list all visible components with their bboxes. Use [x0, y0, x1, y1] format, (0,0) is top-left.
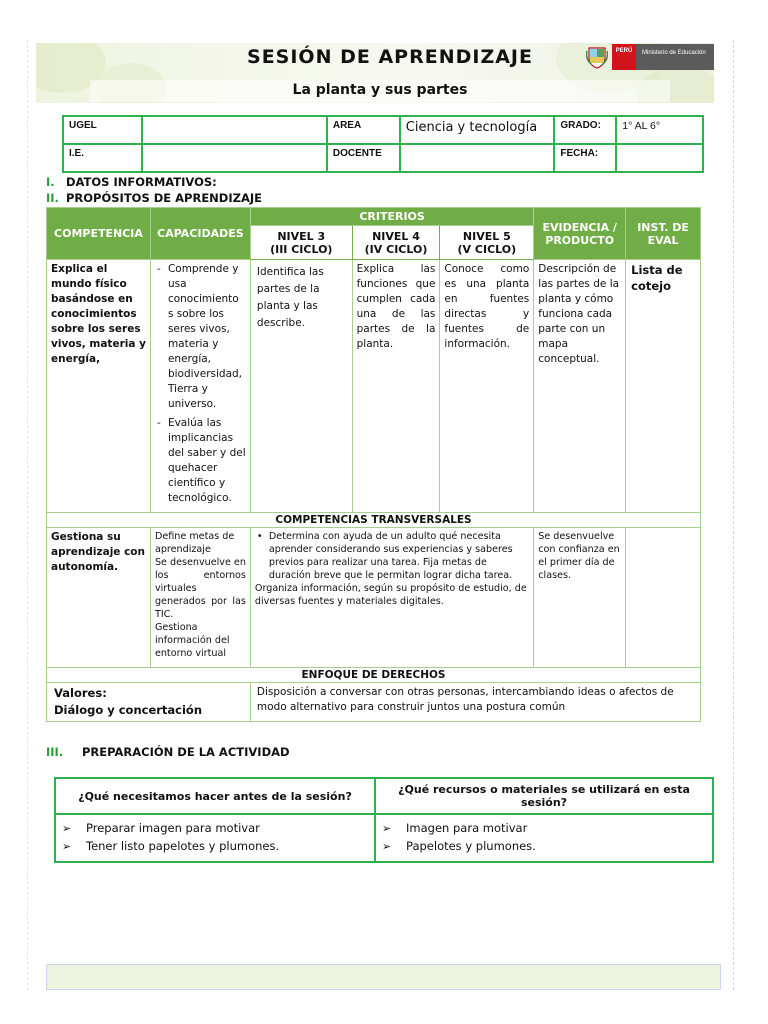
grado-label: GRADO:	[554, 116, 616, 144]
nivel-5-criterio: Conoce como es una planta en fuentes directas y fuentes de información.	[440, 260, 534, 513]
nivel-4-label: NIVEL 4	[372, 229, 420, 243]
transversal-competencia-cell: Gestiona su aprendizaje con autonomía.	[47, 528, 151, 668]
area-field[interactable]: Ciencia y tecnología	[400, 116, 555, 144]
ie-field[interactable]	[142, 144, 327, 172]
prep-before-list	[55, 814, 375, 862]
transversal-criterio-extra: Organiza información, según su propósito de estudio, de diversas fuentes y materiales digitales.	[254, 583, 527, 607]
valores-label: Valores:	[54, 686, 107, 700]
transversal-capacidad-item: Define metas de aprendizaje	[154, 531, 235, 555]
prep-before-item-text: Tener listo papelotes y plumones.	[86, 839, 280, 853]
prep-before-item	[62, 839, 368, 853]
transversal-inst-cell	[626, 528, 701, 668]
arrow-bullet-icon: ➢	[382, 839, 392, 853]
ugel-label: UGEL	[63, 116, 142, 144]
nivel-3-label: NIVEL 3	[277, 229, 326, 243]
valores-value: Diálogo y concertación	[54, 703, 203, 717]
header-evidencia: EVIDENCIA / PRODUCTO	[534, 208, 626, 260]
prep-resources-item-text: Papelotes y plumones.	[406, 839, 536, 853]
capacidad-item: - Evalúa las implicancias del saber y del quehacer científico y tecnológico.	[155, 416, 246, 506]
prep-before-item-text: Preparar imagen para motivar	[86, 821, 260, 835]
nivel-3-ciclo: (III CICLO)	[270, 242, 333, 256]
prep-resources-heading: ¿Qué recursos o materiales se utilizará en esta sesión?	[375, 778, 713, 814]
ie-label: I.E.	[63, 144, 142, 172]
prep-resources-item	[382, 839, 706, 853]
learning-purposes-table	[46, 207, 701, 722]
page-edge-left	[27, 40, 28, 990]
document-title: SESIÓN DE APRENDIZAJE	[247, 46, 533, 68]
section-heading-2	[46, 191, 262, 205]
header-inst-eval: INST. DE EVAL	[626, 208, 701, 260]
nivel-3-criterio: Identifica las partes de la planta y las describe.	[250, 260, 352, 513]
valores-cell	[47, 683, 251, 722]
nivel-5-label: NIVEL 5	[462, 229, 511, 243]
section-heading-3	[46, 745, 290, 759]
header-nivel-5	[440, 226, 534, 260]
prep-before-item	[62, 821, 368, 835]
docente-label: DOCENTE	[327, 144, 400, 172]
prep-resources-list	[375, 814, 713, 862]
prep-resources-item-text: Imagen para motivar	[406, 821, 528, 835]
general-info-table	[62, 115, 704, 173]
grado-field[interactable]: 1° AL 6°	[616, 116, 703, 144]
preparation-table	[54, 777, 714, 863]
fecha-field[interactable]	[616, 144, 703, 172]
transversal-capacidades-cell	[150, 528, 250, 668]
capacidades-list	[155, 262, 246, 506]
enfoque-heading: ENFOQUE DE DERECHOS	[47, 668, 701, 683]
transversal-criterio-item: • Determina con ayuda de un adulto qué necesita aprender considerando sus experiencias y saberes previos para realizar una tarea. Fija metas de duración breve que le permitan lograr dicha tarea.	[255, 530, 527, 582]
section-number-1: I.	[46, 175, 55, 189]
arrow-bullet-icon: ➢	[382, 821, 392, 835]
transversales-heading: COMPETENCIAS TRANSVERSALES	[47, 513, 701, 528]
prep-before-heading: ¿Qué necesitamos hacer antes de la sesión?	[55, 778, 375, 814]
session-subtitle: La planta y sus partes	[90, 80, 670, 102]
ugel-field[interactable]	[142, 116, 327, 144]
header-capacidades: CAPACIDADES	[150, 208, 250, 260]
capacidad-item: - Comprende y usa conocimiento s sobre los seres vivos, materia y energía, biodiversidad, Tierra y universo.	[155, 262, 246, 412]
coat-of-arms-icon	[586, 45, 608, 69]
ministry-logo	[586, 44, 714, 70]
section-title-1: DATOS INFORMATIVOS:	[66, 175, 217, 189]
transversal-criterio-cell	[250, 528, 533, 668]
transversal-capacidad-item: Se desenvuelve en los entornos virtuales generados por las TIC.	[154, 557, 246, 620]
ministry-label: Ministerio de Educación	[636, 44, 714, 70]
evidencia-cell: Descripción de las partes de la planta y cómo funciona cada parte con un mapa conceptual.	[534, 260, 626, 513]
header-nivel-3	[250, 226, 352, 260]
nivel-4-criterio: Explica las funciones que cumplen cada una de las partes de la planta.	[352, 260, 440, 513]
docente-field[interactable]	[400, 144, 555, 172]
header-nivel-4	[352, 226, 440, 260]
section-title-2: PROPÓSITOS DE APRENDIZAJE	[66, 191, 262, 205]
section-number-2: II.	[46, 191, 59, 205]
enfoque-description: Disposición a conversar con otras personas, intercambiando ideas o afectos de modo alternativo para construir juntos una postura común	[250, 683, 700, 722]
nivel-5-ciclo: (V CICLO)	[457, 242, 517, 256]
section-number-3: III.	[46, 745, 64, 759]
capacidades-cell	[150, 260, 250, 513]
section-heading-1	[46, 175, 217, 189]
nivel-4-ciclo: (IV CICLO)	[364, 242, 428, 256]
arrow-bullet-icon: ➢	[62, 839, 72, 853]
prep-resources-item	[382, 821, 706, 835]
fecha-label: FECHA:	[554, 144, 616, 172]
transversal-criterio-list	[255, 530, 527, 582]
transversal-evidencia-cell: Se desenvuelve con confianza en el primer día de clases.	[534, 528, 626, 668]
section-title-3: PREPARACIÓN DE LA ACTIVIDAD	[82, 745, 290, 759]
arrow-bullet-icon: ➢	[62, 821, 72, 835]
header-criterios: CRITERIOS	[250, 208, 533, 226]
transversal-capacidad-item: Gestiona información del entorno virtual	[154, 622, 230, 659]
header-competencia: COMPETENCIA	[47, 208, 151, 260]
area-label: AREA	[327, 116, 400, 144]
competencia-cell: Explica el mundo físico basándose en conocimientos sobre los seres vivos, materia y energía,	[47, 260, 151, 513]
page-edge-right	[733, 40, 734, 990]
peru-badge: PERÚ	[612, 44, 636, 70]
instrumento-cell: Lista de cotejo	[626, 260, 701, 513]
footer-band	[46, 964, 721, 990]
